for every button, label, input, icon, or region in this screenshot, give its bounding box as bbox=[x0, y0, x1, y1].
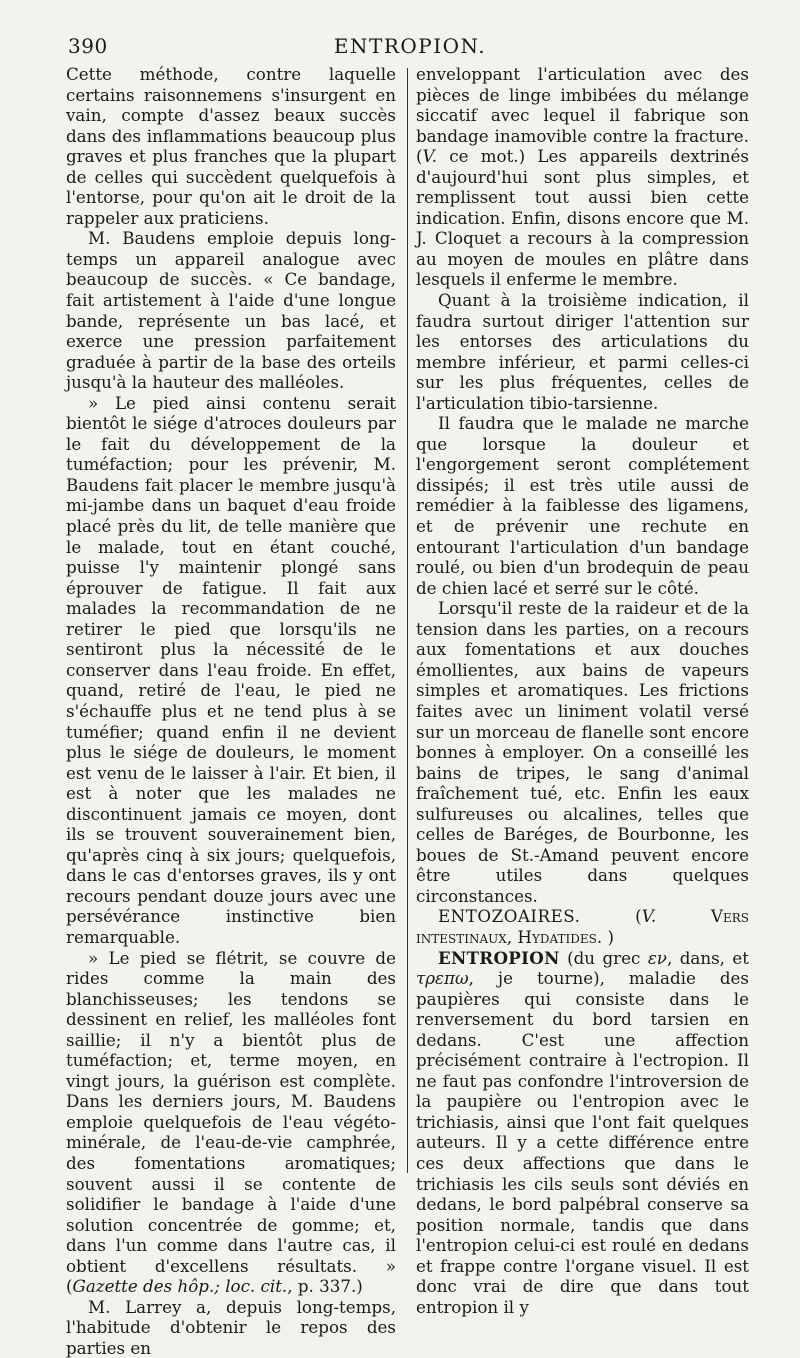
citation-page: , p. 337.) bbox=[287, 1276, 363, 1297]
paragraph: Quant à la troisième indication, il faudra surtout diriger l'attention sur les entorses des articulations du membre inférieur, et parmi celles-ci sur les plus fréquentes, celles de l'articulation tibio-tarsienne. bbox=[416, 290, 749, 413]
punctuation: ( bbox=[580, 906, 642, 927]
page-header bbox=[60, 34, 760, 62]
paragraph bbox=[66, 948, 396, 1297]
paragraph: » Le pied ainsi contenu serait bientôt le siége d'atroces douleurs par le fait du développement de la tuméfaction; pour les prévenir, M. Baudens fait placer le membre jusqu'à mi-jambe dans un baquet d'eau froide placé près du lit, de telle manière que le malade, tout en étant couché, puisse l'y maintenir plongé sans éprouver de fatigue. Il fait aux malades la recommandation de ne retirer le pied que lorsqu'ils ne sentiront plus la nécessité de le conserver dans l'eau froide. En effet, quand, retiré de l'eau, le pied ne s'échauffe plus et ne tend plus à se tuméfier; quand enfin il ne devient plus le siége de douleurs, le moment est venu de le laisser à l'air. Et bien, il est à noter que les malades ne discontinuent jamais ce moyen, dont ils se trouvent souverainement bien, qu'après cinq à six jours; quelquefois, dans le cas d'entorses graves, ils y ont recours pendant douze jours avec une persévérance instinctive bien remarquable. bbox=[66, 392, 396, 947]
column-divider bbox=[407, 68, 408, 1173]
cross-reference: Vers intestinaux, Hydatides. bbox=[416, 906, 749, 947]
paragraph-text: ce mot.) Les appareils dextrinés d'aujourd'hui sont plus simples, et remplissent tout aussi bien cette indication. Enfin, disons encore que M. J. Cloquet a recours à la compression au moyen de moules en plâtre dans lesquels il enferme le membre. bbox=[416, 146, 749, 290]
greek-word: τρεπω bbox=[416, 968, 469, 989]
paragraph-text: , je tourne), maladie des paupières qui consiste dans le renversement du bord tarsien en dedans. C'est une affection précisément contraire à l'ectropion. Il ne faut pas confondre l'introversion de la paupière ou l'entropion avec le trichiasis, ainsi que l'ont fait quelques auteurs. Il y a cette différence entre ces deux affections que dans le trichiasis les cils seuls sont déviés en dedans, le bord palpébral conserve sa position normale, tandis que dans l'entropion celui-ci est roulé en dedans et frappe contre l'organe visuel. Il est donc vrai de dire que dans tout entropion il y bbox=[416, 968, 749, 1317]
entry-entozoaires bbox=[416, 906, 749, 947]
paragraph: Lorsqu'il reste de la raideur et de la tension dans les parties, on a recours aux fomentations et aux douches émollientes, aux bains de vapeurs simples et aromatiques. Les frictions faites avec un liniment volatil versé sur un morceau de flanelle sont encore bonnes à employer. On a conseillé les bains de tripes, le sang d'animal fraîchement tué, etc. Enfin les eaux sulfureuses ou alcalines, telles que celles de Baréges, de Bourbonne, les boues de St.-Amand peuvent encore être utiles dans quelques circonstances. bbox=[416, 598, 749, 906]
entry-headword: ENTROPION bbox=[438, 947, 560, 968]
greek-word: εν bbox=[647, 947, 667, 968]
punctuation: ) bbox=[602, 926, 614, 947]
entry-entropion bbox=[416, 948, 749, 1318]
paragraph: M. Baudens emploie depuis long-temps un appareil analogue avec beaucoup de succès. « Ce bandage, fait artistement à l'aide d'une longue bande, représente un bas lacé, et exerce une pression parfaitement graduée à partir de la base des orteils jusqu'à la hauteur des malléoles. bbox=[66, 228, 396, 393]
paragraph-text: » Le pied se flétrit, se couvre de rides comme la main des blanchisseuses; les tendons se dessinent en relief, les malléoles font saillie; il n'y a bientôt plus de tuméfaction; et, terme moyen, en vingt jours, la guérison est complète. Dans les derniers jours, M. Baudens emploie quelquefois de l'eau végéto-minérale, de l'eau-de-vie camphrée, des fomentations aromatiques; souvent aussi il se contente de solidifier le bandage à l'aide d'une solution concentrée de gomme; et, dans l'un comme dans l'autre cas, il obtient d'excellens résultats. » ( bbox=[66, 947, 396, 1297]
entry-headword: ENTOZOAIRES. bbox=[438, 906, 581, 927]
paragraph-text: , dans, et bbox=[666, 947, 749, 968]
see-reference: V. bbox=[641, 906, 657, 927]
paragraph bbox=[416, 64, 749, 290]
citation: Gazette des hôp.; loc. cit. bbox=[72, 1276, 288, 1297]
running-title: ENTROPION. bbox=[333, 34, 487, 58]
page-number: 390 bbox=[68, 34, 108, 58]
paragraph: M. Larrey a, depuis long-temps, l'habitude d'obtenir le repos des parties en bbox=[66, 1296, 396, 1358]
left-column bbox=[66, 64, 396, 1358]
paragraph: Cette méthode, contre laquelle certains raisonnemens s'insurgent en vain, compte d'assez beaux succès dans des inflammations beaucoup plus graves et plus franches que la plupart de celles qui succèdent quelquefois à l'entorse, pour qu'on ait le droit de la rappeler aux praticiens. bbox=[66, 64, 396, 228]
see-reference: V. bbox=[422, 146, 437, 167]
right-column bbox=[416, 64, 749, 1317]
paragraph-text: enveloppant l'articulation avec des pièces de linge imbibées du mélange siccatif avec lequel il fabrique son bandage inamovible contre la fracture. ( bbox=[416, 64, 749, 167]
paragraph-text: (du grec bbox=[559, 947, 648, 968]
paragraph: Il faudra que le malade ne marche que lorsque la douleur et l'engorgement seront complétement dissipés; il est très utile aussi de remédier à la faiblesse des ligamens, et de prévenir une rechute en entourant l'articulation d'un bandage roulé, ou bien d'un brodequin de peau de chien lacé et serré sur le côté. bbox=[416, 413, 749, 598]
